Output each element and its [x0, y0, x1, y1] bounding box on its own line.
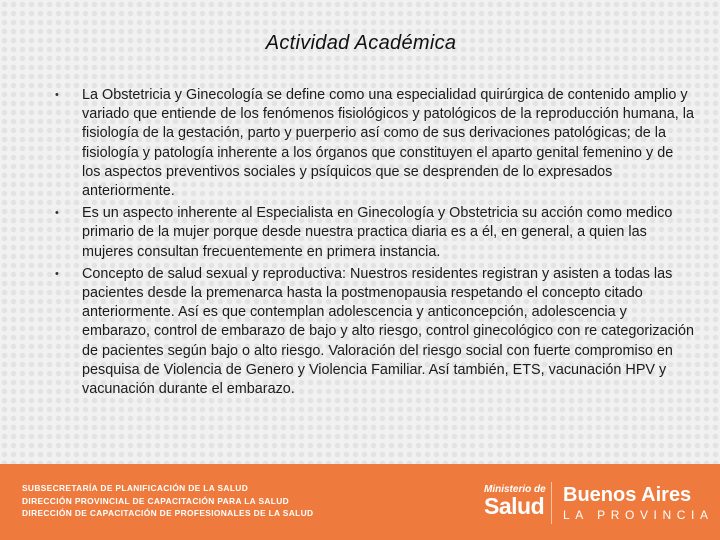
buenos-aires-label: Buenos Aires — [563, 484, 692, 506]
provincia-label: LA PROVINCIA — [563, 508, 714, 522]
bullet-dot-icon: • — [55, 207, 59, 220]
ministerio-label: Ministerio de — [484, 484, 546, 495]
salud-label: Salud — [484, 493, 545, 519]
footer-credits — [22, 482, 313, 520]
slide-title: Actividad Académica — [265, 32, 457, 54]
footer-line: DIRECCIÓN PROVINCIAL DE CAPACITACIÓN PARA LA SALUD — [22, 495, 290, 506]
footer-line: DIRECCIÓN DE CAPACITACIÓN DE PROFESIONALES DE LA SALUD — [22, 508, 314, 519]
bullet-dot-icon: • — [55, 267, 59, 280]
bullet-text: La Obstetricia y Ginecología se define como una especialidad quirúrgica de contenido amplio y variado que entiende de los fenómenos fisiológicos y patológicos de la reproducción humana, la fisiología de la gestación, parto y puerperio así como de sus derivaciones patológicas; de la fisiología y patología inherente a los órganos que constituyen el aparto genital femenino y de los aspectos preventivos sociales y psíquicos que se desprenden de lo expresados anteriormente. — [82, 87, 694, 200]
buenos-aires-logo — [563, 485, 714, 522]
bullet-text: Es un aspecto inherente al Especialista en Ginecología y Obstetricia su acción como medico primario de la mujer porque desde nuestra practica diaria es a él, en general, a quien las mujeres consultan frecuentemente en primera instancia. — [82, 205, 673, 260]
logo-divider — [551, 482, 552, 524]
ministerio-logo — [484, 484, 546, 517]
bullet-item — [55, 86, 695, 201]
bullet-dot-icon: • — [55, 89, 59, 101]
footer-bar — [0, 464, 720, 540]
bullet-item — [55, 265, 695, 399]
bullet-text: Concepto de salud sexual y reproductiva: Nuestros residentes registran y asisten a todas las pacientes desde la premenarca hasta la postmenopausia respetando el concepto citado anteriormente. Así es que contemplan adolescencia y anticoncepción, adolescencia y embarazo, control de embarazo de bajo y alto riesgo, control ginecológico con re categorización de pacientes según bajo o alto riesgo. Valoración del riesgo social con fuerte compromiso en pesquisa de Violencia de Genero y Violencia Familiar. Así también, ETS, vacunación HPV y vacunación durante el embarazo. — [82, 265, 694, 398]
bullet-item — [55, 204, 695, 262]
footer-line: SUBSECRETARÍA DE PLANIFICACIÓN DE LA SALUD — [22, 483, 249, 493]
bullet-list — [55, 86, 695, 399]
